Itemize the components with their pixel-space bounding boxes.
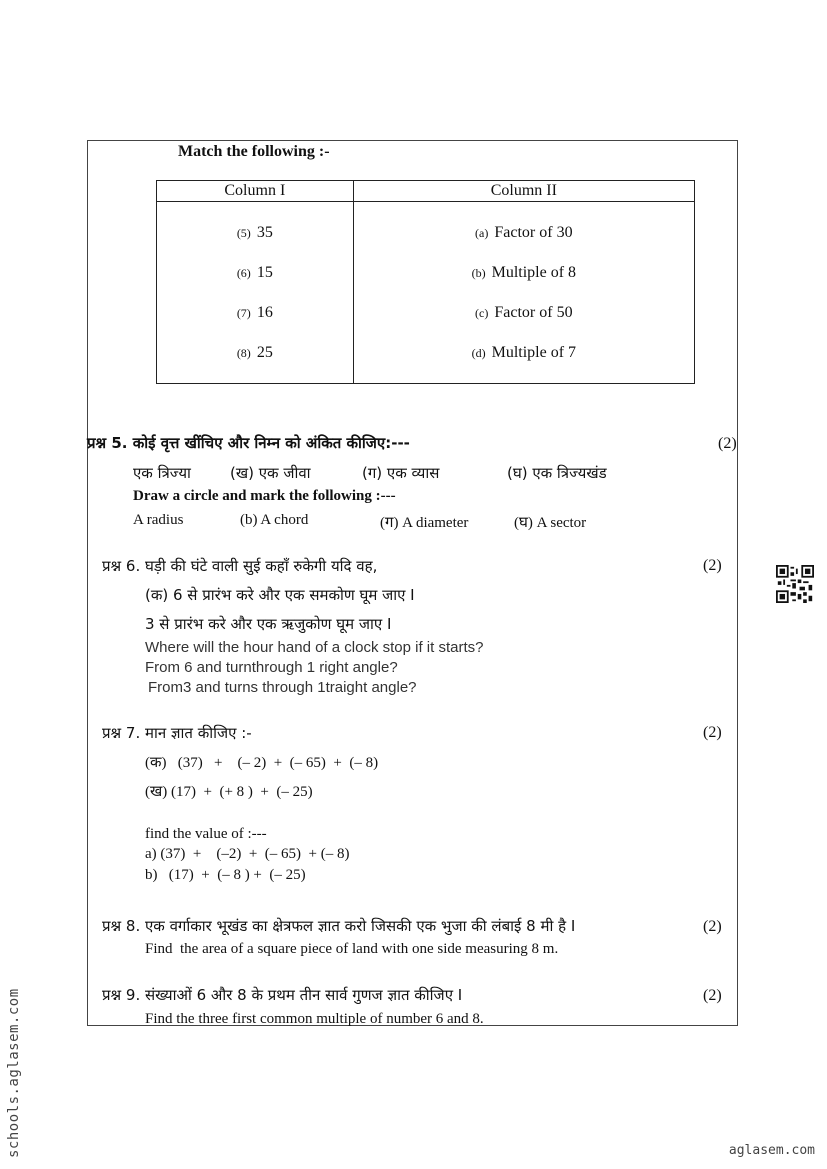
q5-opt-hi-b: (ख) एक जीवा (230, 464, 311, 482)
q8-marks: (2) (703, 918, 722, 935)
col2-cell (353, 202, 694, 384)
q7-marks: (2) (703, 724, 722, 741)
q6-line2-hi: 3 से प्रारंभ करे और एक ऋजुकोण घूम जाए I (145, 615, 392, 633)
col1-item: (6) 15 (236, 264, 273, 281)
q5-opt-hi-a: एक त्रिज्या (133, 464, 191, 482)
col2-header: Column II (353, 181, 694, 202)
col1-header: Column I (157, 181, 354, 202)
q5-opt-en-a: A radius (133, 512, 184, 528)
match-heading: Match the following :- (178, 143, 330, 160)
q9-title-hi: प्रश्न 9. संख्याओं 6 और 8 के प्रथम तीन सार्व गुणज ज्ञात कीजिए I (102, 986, 463, 1004)
q7-b-hi: (ख) (17) + (+ 8 ) + (– 25) (145, 784, 313, 800)
q6-en-line3: From3 and turns through 1traight angle? (148, 679, 417, 696)
q5-opt-hi-c: (ग) एक व्यास (362, 464, 440, 482)
q5-title-hi: प्रश्न 5. कोई वृत्त खींचिए और निम्न को अंकित कीजिए:--- (87, 434, 410, 452)
q5-opt-en-b: (b) A chord (240, 512, 309, 528)
q7-a-en: a) (37) + (–2) + (– 65) + (– 8) (145, 846, 350, 862)
q6-line1-hi: (क) 6 से प्रारंभ करे और एक समकोण घूम जाए I (145, 586, 415, 604)
col2-item: (a) Factor of 30 (475, 224, 573, 241)
q8-en: Find the area of a square piece of land with one side measuring 8 m. (145, 941, 559, 957)
qr-code-icon (776, 565, 814, 603)
q7-a-hi: (क) (37) + (– 2) + (– 65) + (– 8) (145, 755, 379, 771)
q7-title-hi: प्रश्न 7. मान ज्ञात कीजिए :- (102, 724, 252, 742)
q9-en: Find the three first common multiple of number 6 and 8. (145, 1011, 484, 1027)
q8-title-hi: प्रश्न 8. एक वर्गाकार भूखंड का क्षेत्रफल ज्ञात करो जिसकी एक भुजा की लंबाई 8 मी है I (102, 917, 576, 935)
footer-watermark: aglasem.com (728, 1143, 815, 1158)
q6-marks: (2) (703, 557, 722, 574)
q5-opt-en-d: (घ) A sector (514, 515, 587, 531)
q6-title-hi: प्रश्न 6. घड़ी की घंटे वाली सुई कहाँ रुकेगी यदि वह, (102, 557, 378, 575)
col1-item: (8) 25 (236, 344, 273, 361)
q7-title-en: find the value of :--- (145, 826, 267, 842)
col1-cell (157, 202, 354, 384)
match-table (156, 180, 695, 384)
q7-b-en: b) (17) + (– 8 ) + (– 25) (145, 867, 306, 883)
q5-opt-hi-d: (घ) एक त्रिज्यखंड (507, 464, 607, 482)
q9-marks: (2) (703, 987, 722, 1004)
col2-item: (c) Factor of 50 (475, 304, 573, 321)
col1-item: (7) 16 (236, 304, 273, 321)
col2-item: (b) Multiple of 8 (471, 264, 577, 281)
q5-marks: (2) (718, 435, 737, 452)
col1-item: (5) 35 (236, 224, 273, 241)
col2-item: (d) Multiple of 7 (471, 344, 577, 361)
q6-en-line1: Where will the hour hand of a clock stop if it starts? (145, 639, 484, 656)
q5-opt-en-c: (ग) A diameter (380, 515, 469, 531)
side-watermark: schools.aglasem.com (6, 988, 22, 1158)
q6-en-line2: From 6 and turnthrough 1 right angle? (145, 659, 398, 676)
q5-title-en: Draw a circle and mark the following :--- (133, 488, 396, 504)
